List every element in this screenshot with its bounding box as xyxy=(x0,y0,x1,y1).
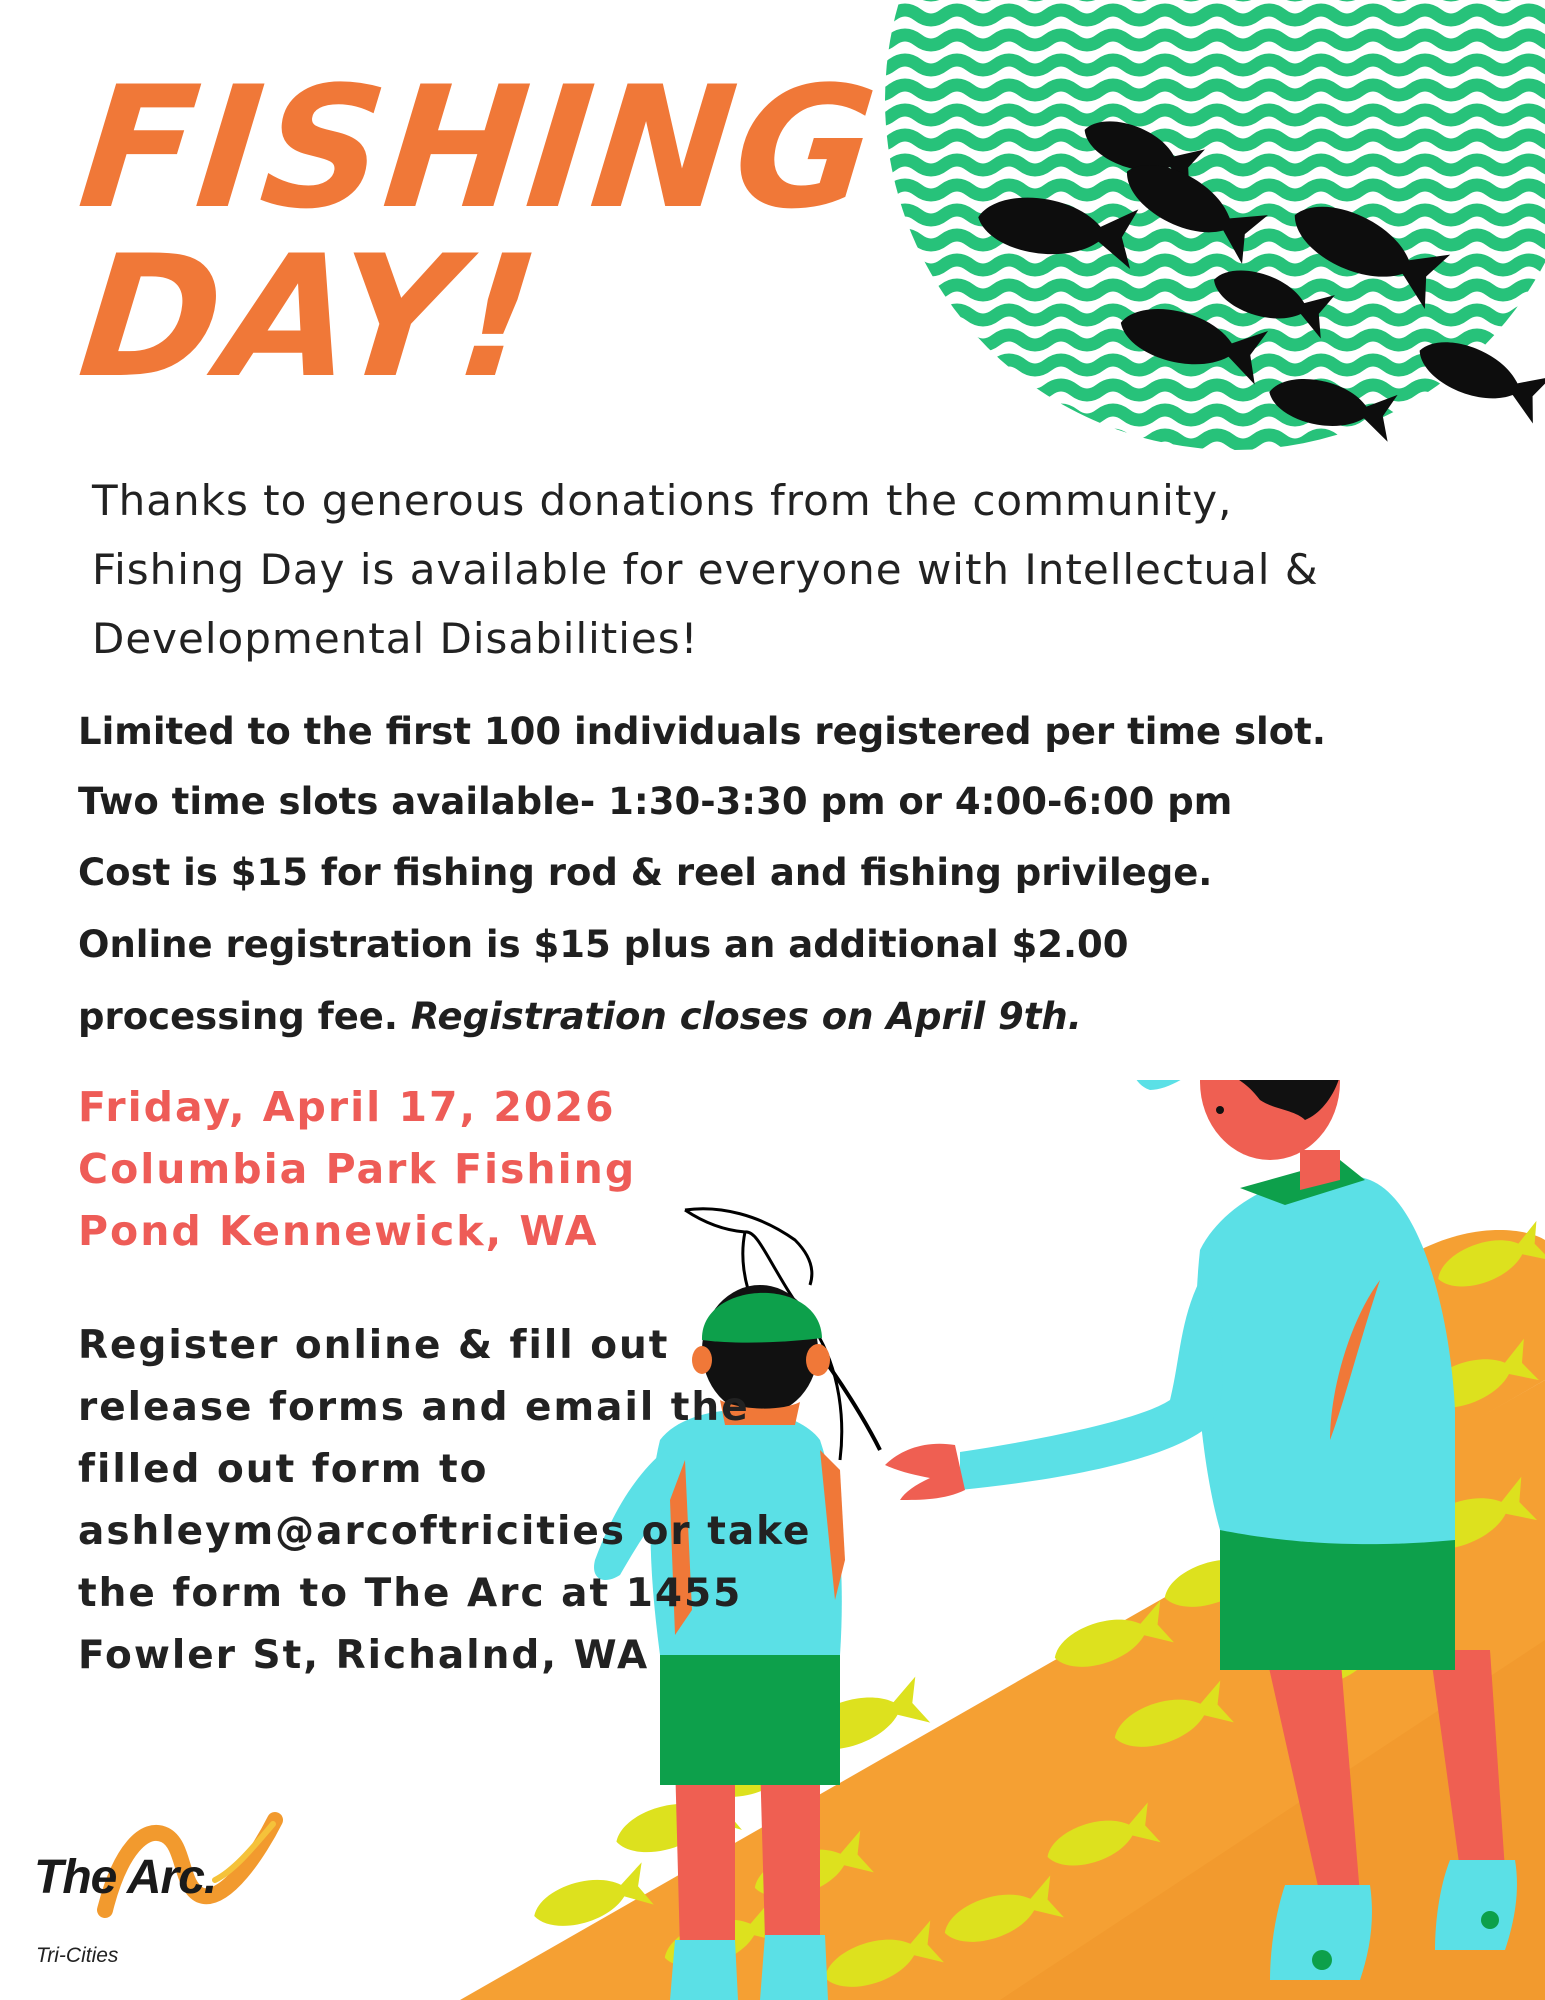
intro-line: Fishing Day is available for everyone with Intellectual & xyxy=(92,545,1319,594)
register-line: release forms and email the xyxy=(78,1385,750,1430)
register-line: filled out form to xyxy=(78,1447,489,1492)
rule-time-slots: Two time slots available- 1:30-3:30 pm or 4:00-6:00 pm xyxy=(78,780,1233,823)
register-email-line: ashleym@arcoftricities or take xyxy=(78,1509,812,1554)
intro-line: Thanks to generous donations from the community, xyxy=(92,476,1233,525)
rule-online-fee: Online registration is $15 plus an additional $2.00 xyxy=(78,923,1129,966)
processing-fee-text: processing fee. xyxy=(78,995,411,1038)
register-line: Register online & fill out xyxy=(78,1323,670,1368)
wave-circle-illustration xyxy=(800,0,1545,460)
intro-paragraph xyxy=(92,466,1392,673)
event-details xyxy=(78,1076,636,1262)
event-date: Friday, April 17, 2026 xyxy=(78,1083,616,1131)
registration-deadline: Registration closes on April 9th. xyxy=(410,995,1082,1038)
rule-limit: Limited to the first 100 individuals registered per time slot. xyxy=(78,710,1326,753)
title-line-1: FISHING xyxy=(71,50,887,246)
title-line-2: DAY! xyxy=(71,219,549,415)
intro-line: Developmental Disabilities! xyxy=(92,614,699,663)
registration-instructions xyxy=(78,1315,812,1687)
arc-logo-name: The Arc. xyxy=(34,1851,217,1904)
rule-cost: Cost is $15 for fishing rod & reel and fishing privilege. xyxy=(78,851,1213,894)
event-location-line-1: Columbia Park Fishing xyxy=(78,1145,637,1193)
event-location-line-2: Pond Kennewick, WA xyxy=(78,1207,599,1255)
rule-processing-fee xyxy=(78,992,1082,1042)
arc-logo-subtitle: Tri-Cities xyxy=(36,1944,119,1967)
register-address-line: Fowler St, Richalnd, WA xyxy=(78,1633,650,1678)
register-line: the form to The Arc at 1455 xyxy=(78,1571,743,1616)
